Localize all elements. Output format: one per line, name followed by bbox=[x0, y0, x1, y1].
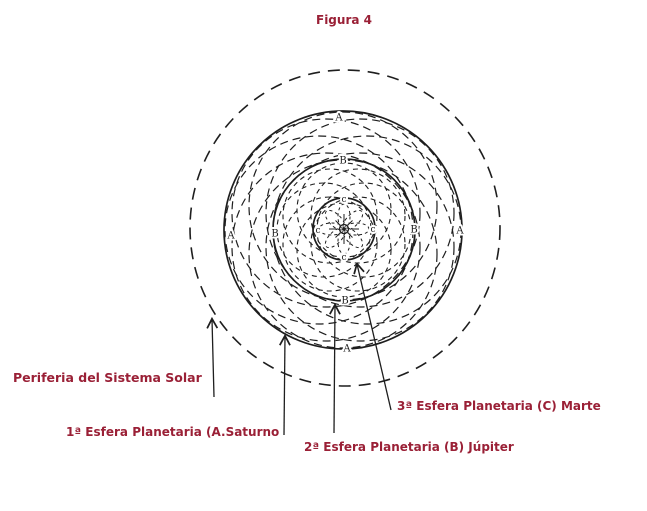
label-sphere2-jupiter: 2ª Esfera Planetaria (B) Júpiter bbox=[304, 440, 514, 454]
sphere-c-letter: c bbox=[341, 253, 347, 263]
sphere-a-letter: A bbox=[343, 343, 351, 355]
sphere-a-letter: A bbox=[227, 230, 235, 242]
label-sphere1-saturn: 1ª Esfera Planetaria (A.Saturno bbox=[66, 425, 280, 439]
sphere-b-letter: B bbox=[341, 295, 349, 307]
sun-petal-rosette bbox=[319, 204, 369, 254]
saturn-arrow bbox=[284, 336, 285, 435]
sphere-b-letter: B bbox=[271, 228, 279, 240]
sphere-a-letter: A bbox=[456, 225, 464, 237]
sphere-c-letter: c bbox=[315, 226, 321, 236]
sphere-c-letter: c bbox=[341, 195, 347, 205]
sphere-c-letter: c bbox=[370, 225, 376, 235]
jupiter-arrow bbox=[334, 305, 335, 433]
label-sphere3-mars: 3ª Esfera Planetaria (C) Marte bbox=[397, 399, 601, 413]
label-periphery: Periferia del Sistema Solar bbox=[13, 370, 202, 385]
sphere-b-letter: B bbox=[339, 155, 347, 167]
sphere-b-letter: B bbox=[410, 224, 418, 236]
sphere-a-letter: A bbox=[335, 112, 343, 124]
periphery-arrow bbox=[212, 319, 214, 397]
figure-title: Figura 4 bbox=[316, 13, 372, 27]
